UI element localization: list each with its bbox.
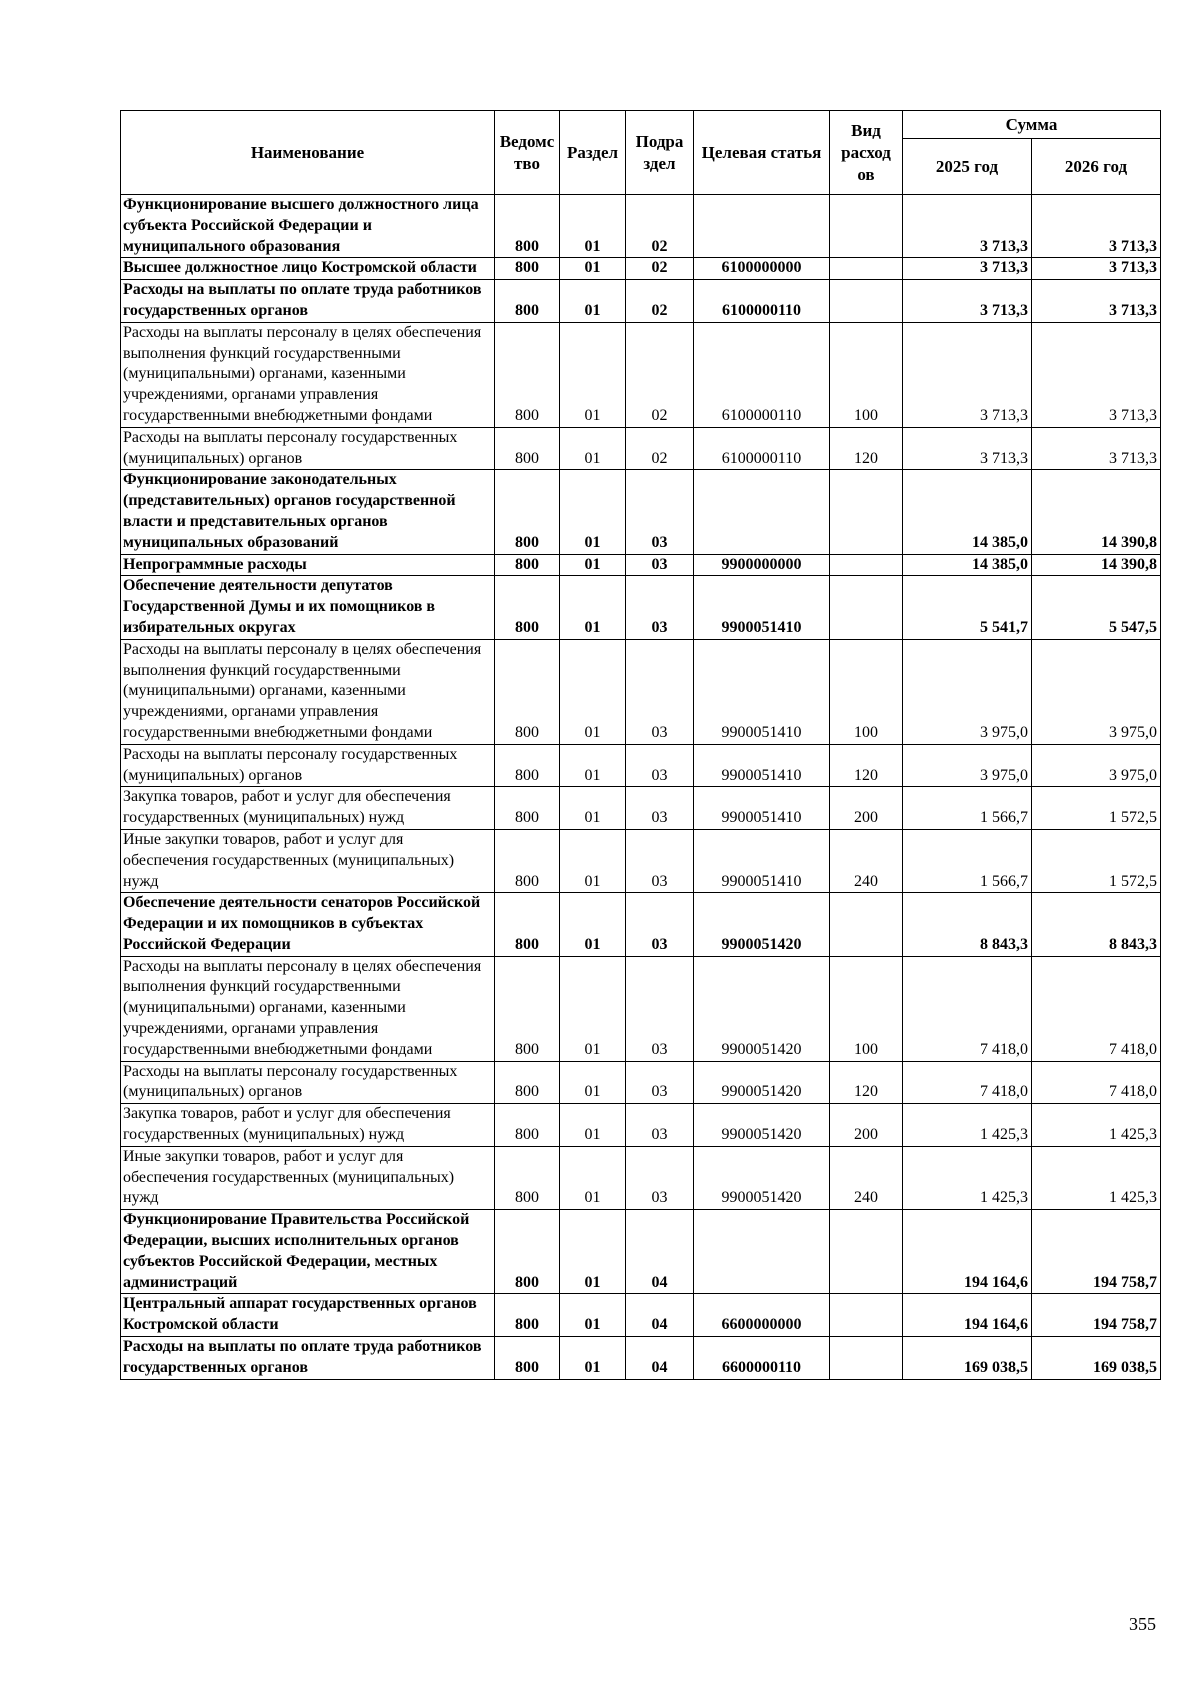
- cell-razdel: 01: [560, 1337, 626, 1380]
- cell-sum-2025: 3 713,3: [903, 322, 1032, 427]
- cell-expense-type: [830, 1294, 903, 1337]
- cell-name: Функционирование Правительства Российской Федерации, высших исполнительных органов субъектов Российской Федерации, местных администраций: [121, 1210, 495, 1294]
- cell-sum-2025: 3 975,0: [903, 744, 1032, 787]
- table-row: [121, 1337, 1161, 1380]
- cell-sum-2026: 3 713,3: [1032, 280, 1161, 323]
- cell-podrazdel: 03: [626, 829, 694, 892]
- cell-name: Закупка товаров, работ и услуг для обеспечения государственных (муниципальных) нужд: [121, 787, 495, 830]
- cell-sum-2026: 14 390,8: [1032, 470, 1161, 554]
- cell-sum-2025: 1 566,7: [903, 829, 1032, 892]
- cell-sum-2025: 3 713,3: [903, 258, 1032, 280]
- cell-target-article: 9900051420: [694, 1104, 830, 1147]
- cell-podrazdel: 03: [626, 639, 694, 744]
- cell-name: Расходы на выплаты персоналу в целях обеспечения выполнения функций государственными (муниципальными) органами, казенными учреждениями, органами управления государственными внебюджетными фондами: [121, 956, 495, 1061]
- header-expense-type: Вид расход ов: [830, 111, 903, 195]
- cell-target-article: 6100000110: [694, 322, 830, 427]
- cell-sum-2026: 7 418,0: [1032, 956, 1161, 1061]
- table-row: [121, 1210, 1161, 1294]
- cell-sum-2025: 3 713,3: [903, 427, 1032, 470]
- cell-target-article: 6100000000: [694, 258, 830, 280]
- cell-vedomstvo: 800: [495, 322, 560, 427]
- cell-sum-2025: 5 541,7: [903, 576, 1032, 639]
- cell-target-article: 9900051420: [694, 956, 830, 1061]
- header-year-2026: 2026 год: [1032, 139, 1161, 195]
- cell-vedomstvo: 800: [495, 1146, 560, 1209]
- cell-razdel: 01: [560, 280, 626, 323]
- cell-expense-type: 120: [830, 1061, 903, 1104]
- cell-target-article: [694, 195, 830, 258]
- cell-target-article: 9900051410: [694, 639, 830, 744]
- cell-sum-2025: 8 843,3: [903, 893, 1032, 956]
- cell-sum-2026: 169 038,5: [1032, 1337, 1161, 1380]
- cell-expense-type: 120: [830, 427, 903, 470]
- header-razdel: Раздел: [560, 111, 626, 195]
- cell-name: Иные закупки товаров, работ и услуг для обеспечения государственных (муниципальных) нужд: [121, 1146, 495, 1209]
- cell-podrazdel: 03: [626, 744, 694, 787]
- cell-vedomstvo: 800: [495, 576, 560, 639]
- cell-expense-type: [830, 893, 903, 956]
- cell-razdel: 01: [560, 787, 626, 830]
- cell-razdel: 01: [560, 258, 626, 280]
- cell-vedomstvo: 800: [495, 470, 560, 554]
- cell-sum-2026: 194 758,7: [1032, 1294, 1161, 1337]
- cell-vedomstvo: 800: [495, 639, 560, 744]
- cell-sum-2025: 7 418,0: [903, 956, 1032, 1061]
- cell-sum-2025: 3 975,0: [903, 639, 1032, 744]
- cell-podrazdel: 04: [626, 1294, 694, 1337]
- cell-target-article: 9900051410: [694, 744, 830, 787]
- cell-razdel: 01: [560, 1061, 626, 1104]
- cell-target-article: [694, 1210, 830, 1294]
- cell-razdel: 01: [560, 829, 626, 892]
- header-name: Наименование: [121, 111, 495, 195]
- cell-sum-2025: 14 385,0: [903, 554, 1032, 576]
- cell-name: Расходы на выплаты по оплате труда работников государственных органов: [121, 280, 495, 323]
- table-row: [121, 1146, 1161, 1209]
- cell-expense-type: [830, 576, 903, 639]
- cell-podrazdel: 02: [626, 195, 694, 258]
- cell-target-article: 9900051420: [694, 893, 830, 956]
- cell-razdel: 01: [560, 576, 626, 639]
- cell-expense-type: [830, 258, 903, 280]
- cell-target-article: 6100000110: [694, 280, 830, 323]
- table-row: [121, 470, 1161, 554]
- cell-target-article: 9900051420: [694, 1061, 830, 1104]
- cell-podrazdel: 03: [626, 1061, 694, 1104]
- cell-expense-type: [830, 280, 903, 323]
- cell-razdel: 01: [560, 639, 626, 744]
- cell-sum-2026: 14 390,8: [1032, 554, 1161, 576]
- cell-target-article: 6100000110: [694, 427, 830, 470]
- cell-sum-2026: 3 713,3: [1032, 258, 1161, 280]
- cell-expense-type: [830, 1210, 903, 1294]
- cell-vedomstvo: 800: [495, 956, 560, 1061]
- cell-expense-type: 200: [830, 1104, 903, 1147]
- cell-razdel: 01: [560, 470, 626, 554]
- cell-expense-type: [830, 195, 903, 258]
- cell-target-article: 6600000110: [694, 1337, 830, 1380]
- table-row: [121, 576, 1161, 639]
- cell-podrazdel: 04: [626, 1337, 694, 1380]
- table-row: [121, 322, 1161, 427]
- table-row: [121, 195, 1161, 258]
- cell-sum-2025: 194 164,6: [903, 1294, 1032, 1337]
- table-row: [121, 554, 1161, 576]
- cell-razdel: 01: [560, 195, 626, 258]
- table-header: [121, 111, 1161, 195]
- budget-table-container: [120, 110, 1160, 1380]
- cell-podrazdel: 03: [626, 893, 694, 956]
- cell-razdel: 01: [560, 956, 626, 1061]
- cell-vedomstvo: 800: [495, 427, 560, 470]
- cell-vedomstvo: 800: [495, 787, 560, 830]
- header-sum: Сумма: [903, 111, 1161, 139]
- cell-expense-type: 120: [830, 744, 903, 787]
- cell-podrazdel: 03: [626, 576, 694, 639]
- cell-sum-2025: 1 425,3: [903, 1104, 1032, 1147]
- cell-target-article: 9900051410: [694, 829, 830, 892]
- cell-expense-type: [830, 554, 903, 576]
- cell-vedomstvo: 800: [495, 829, 560, 892]
- cell-sum-2026: 194 758,7: [1032, 1210, 1161, 1294]
- cell-vedomstvo: 800: [495, 1294, 560, 1337]
- cell-razdel: 01: [560, 1146, 626, 1209]
- header-vedomstvo: Ведомс тво: [495, 111, 560, 195]
- cell-target-article: 6600000000: [694, 1294, 830, 1337]
- page-number: 355: [1129, 1614, 1156, 1634]
- cell-vedomstvo: 800: [495, 1061, 560, 1104]
- cell-target-article: [694, 470, 830, 554]
- table-row: [121, 427, 1161, 470]
- cell-expense-type: [830, 1337, 903, 1380]
- cell-razdel: 01: [560, 322, 626, 427]
- cell-name: Расходы на выплаты персоналу государственных (муниципальных) органов: [121, 1061, 495, 1104]
- cell-vedomstvo: 800: [495, 280, 560, 323]
- cell-name: Обеспечение деятельности депутатов Государственной Думы и их помощников в избирательных округах: [121, 576, 495, 639]
- cell-sum-2025: 14 385,0: [903, 470, 1032, 554]
- cell-expense-type: 200: [830, 787, 903, 830]
- cell-podrazdel: 03: [626, 1146, 694, 1209]
- table-row: [121, 1294, 1161, 1337]
- cell-sum-2026: 1 425,3: [1032, 1104, 1161, 1147]
- table-row: [121, 258, 1161, 280]
- cell-sum-2025: 1 566,7: [903, 787, 1032, 830]
- cell-name: Функционирование высшего должностного лица субъекта Российской Федерации и муниципального образования: [121, 195, 495, 258]
- table-row: [121, 829, 1161, 892]
- cell-podrazdel: 03: [626, 470, 694, 554]
- cell-razdel: 01: [560, 893, 626, 956]
- header-podrazdel: Подра здел: [626, 111, 694, 195]
- table-row: [121, 1104, 1161, 1147]
- cell-expense-type: 100: [830, 956, 903, 1061]
- cell-vedomstvo: 800: [495, 1210, 560, 1294]
- cell-vedomstvo: 800: [495, 1337, 560, 1380]
- cell-razdel: 01: [560, 1104, 626, 1147]
- table-row: [121, 1061, 1161, 1104]
- cell-sum-2026: 1 425,3: [1032, 1146, 1161, 1209]
- cell-name: Обеспечение деятельности сенаторов Российской Федерации и их помощников в субъектах Российской Федерации: [121, 893, 495, 956]
- cell-podrazdel: 03: [626, 1104, 694, 1147]
- cell-name: Закупка товаров, работ и услуг для обеспечения государственных (муниципальных) нужд: [121, 1104, 495, 1147]
- cell-razdel: 01: [560, 1210, 626, 1294]
- cell-sum-2026: 8 843,3: [1032, 893, 1161, 956]
- cell-sum-2026: 1 572,5: [1032, 787, 1161, 830]
- cell-name: Непрограммные расходы: [121, 554, 495, 576]
- cell-name: Высшее должностное лицо Костромской области: [121, 258, 495, 280]
- cell-sum-2026: 3 713,3: [1032, 322, 1161, 427]
- cell-target-article: 9900051410: [694, 576, 830, 639]
- cell-target-article: 9900051420: [694, 1146, 830, 1209]
- cell-expense-type: 100: [830, 322, 903, 427]
- cell-vedomstvo: 800: [495, 744, 560, 787]
- table-row: [121, 639, 1161, 744]
- cell-sum-2026: 1 572,5: [1032, 829, 1161, 892]
- cell-name: Расходы на выплаты по оплате труда работников государственных органов: [121, 1337, 495, 1380]
- cell-name: Центральный аппарат государственных органов Костромской области: [121, 1294, 495, 1337]
- cell-sum-2025: 1 425,3: [903, 1146, 1032, 1209]
- header-year-2025: 2025 год: [903, 139, 1032, 195]
- cell-sum-2025: 169 038,5: [903, 1337, 1032, 1380]
- table-row: [121, 893, 1161, 956]
- cell-podrazdel: 02: [626, 322, 694, 427]
- table-body: [121, 195, 1161, 1380]
- cell-vedomstvo: 800: [495, 1104, 560, 1147]
- cell-podrazdel: 02: [626, 427, 694, 470]
- cell-vedomstvo: 800: [495, 554, 560, 576]
- cell-expense-type: 100: [830, 639, 903, 744]
- cell-name: Иные закупки товаров, работ и услуг для обеспечения государственных (муниципальных) нужд: [121, 829, 495, 892]
- cell-sum-2025: 7 418,0: [903, 1061, 1032, 1104]
- table-row: [121, 956, 1161, 1061]
- cell-podrazdel: 03: [626, 956, 694, 1061]
- cell-expense-type: 240: [830, 1146, 903, 1209]
- cell-vedomstvo: 800: [495, 893, 560, 956]
- cell-podrazdel: 03: [626, 787, 694, 830]
- cell-podrazdel: 02: [626, 258, 694, 280]
- cell-vedomstvo: 800: [495, 258, 560, 280]
- table-row: [121, 280, 1161, 323]
- cell-razdel: 01: [560, 427, 626, 470]
- cell-target-article: 9900000000: [694, 554, 830, 576]
- cell-name: Расходы на выплаты персоналу в целях обеспечения выполнения функций государственными (муниципальными) органами, казенными учреждениями, органами управления государственными внебюджетными фондами: [121, 639, 495, 744]
- cell-razdel: 01: [560, 1294, 626, 1337]
- cell-sum-2026: 5 547,5: [1032, 576, 1161, 639]
- cell-target-article: 9900051410: [694, 787, 830, 830]
- cell-expense-type: [830, 470, 903, 554]
- cell-razdel: 01: [560, 744, 626, 787]
- cell-name: Расходы на выплаты персоналу в целях обеспечения выполнения функций государственными (муниципальными) органами, казенными учреждениями, органами управления государственными внебюджетными фондами: [121, 322, 495, 427]
- cell-sum-2026: 7 418,0: [1032, 1061, 1161, 1104]
- cell-sum-2025: 3 713,3: [903, 280, 1032, 323]
- cell-sum-2026: 3 975,0: [1032, 639, 1161, 744]
- cell-podrazdel: 03: [626, 554, 694, 576]
- cell-podrazdel: 02: [626, 280, 694, 323]
- cell-razdel: 01: [560, 554, 626, 576]
- cell-expense-type: 240: [830, 829, 903, 892]
- cell-sum-2025: 194 164,6: [903, 1210, 1032, 1294]
- header-target-article: Целевая статья: [694, 111, 830, 195]
- table-row: [121, 787, 1161, 830]
- cell-name: Функционирование законодательных (представительных) органов государственной власти и представительных органов муниципальных образований: [121, 470, 495, 554]
- cell-name: Расходы на выплаты персоналу государственных (муниципальных) органов: [121, 427, 495, 470]
- cell-sum-2026: 3 975,0: [1032, 744, 1161, 787]
- cell-podrazdel: 04: [626, 1210, 694, 1294]
- cell-sum-2026: 3 713,3: [1032, 195, 1161, 258]
- cell-sum-2025: 3 713,3: [903, 195, 1032, 258]
- cell-name: Расходы на выплаты персоналу государственных (муниципальных) органов: [121, 744, 495, 787]
- cell-sum-2026: 3 713,3: [1032, 427, 1161, 470]
- table-row: [121, 744, 1161, 787]
- cell-vedomstvo: 800: [495, 195, 560, 258]
- budget-table: [120, 110, 1161, 1380]
